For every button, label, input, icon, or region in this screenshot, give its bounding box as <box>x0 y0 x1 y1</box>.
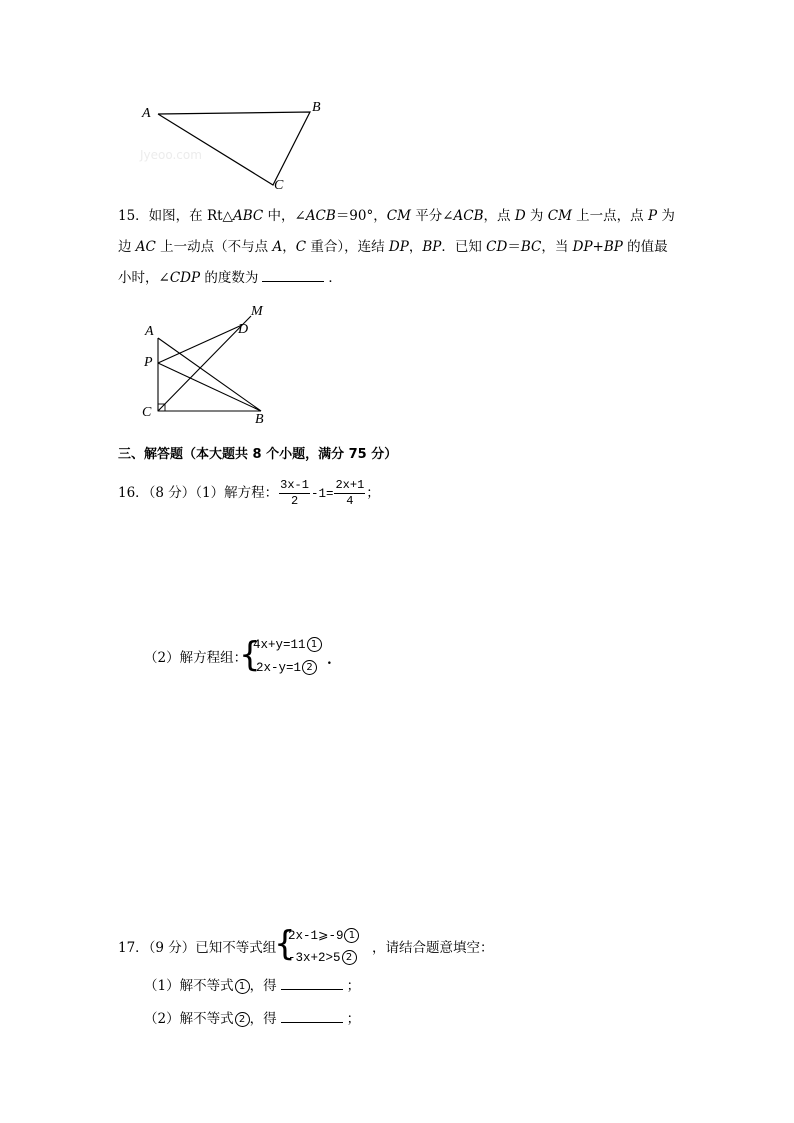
circled-1: 1 <box>235 979 250 994</box>
label-c: C <box>142 405 152 420</box>
answer-blank[interactable] <box>262 269 324 282</box>
q15-line1: 15．如图，在 Rt△ABC 中，∠ACB＝90°，CM 平分∠ACB，点 D 为 CM 上一点，点 P 为 <box>118 208 675 224</box>
figure-triangle-abc <box>140 98 340 198</box>
label-m: M <box>251 304 263 319</box>
figure-q15 <box>138 302 278 432</box>
fraction-2: $\frac{2x+1}{4}$ <box>335 478 365 508</box>
q17-part1: （1）解不等式 1 ，得 ； <box>144 978 361 994</box>
circled-2: 2 <box>235 1012 250 1027</box>
section-heading: 三、解答题（本大题共 8 个小题，满分 75 分） <box>118 447 398 462</box>
circled-2: 2 <box>342 950 357 965</box>
answer-blank-1[interactable] <box>281 977 343 990</box>
q17-part2: （2）解不等式 2 ，得 ； <box>144 1011 361 1027</box>
label-b: B <box>255 412 264 427</box>
fraction-1: $\frac{3x-1}{2}$ <box>280 478 309 508</box>
inequality-1: 2x-1⩾-9 1 <box>288 927 359 943</box>
label-b: B <box>312 100 321 115</box>
label-p: P <box>144 355 153 370</box>
label-c: C <box>274 178 284 193</box>
q15-line3: 小时，∠CDP 的度数为 ． <box>118 270 342 286</box>
label-a: A <box>145 324 154 339</box>
q16-part2-end: . <box>327 652 332 668</box>
inequality-brace: { <box>274 924 296 964</box>
watermark: Jyeoo.com <box>140 148 202 162</box>
circled-2: 2 <box>302 660 317 675</box>
q16-part2-label: （2）解方程组： <box>144 650 248 666</box>
q17-prefix: 17．（9 分）已知不等式组 <box>118 940 277 956</box>
equation-1: 4x+y=11 1 <box>253 637 322 652</box>
circled-1: 1 <box>344 928 359 943</box>
label-a: A <box>142 106 151 121</box>
q15-line2: 边 AC 上一动点（不与点 A，C 重合），连结 DP，BP．已知 CD＝BC，当 DP+BP 的值最 <box>118 239 668 255</box>
label-d: D <box>238 322 249 337</box>
circled-1: 1 <box>307 637 322 652</box>
inequality-2: -3x+2>5 2 <box>288 950 357 965</box>
answer-blank-2[interactable] <box>281 1010 343 1023</box>
q17-suffix: ，请结合题意填空： <box>372 940 494 956</box>
system-brace: { <box>239 635 261 675</box>
equation-2: 2x-y=1 2 <box>256 660 317 675</box>
q16-part1: 16．（8 分）（1）解方程： $\frac{3x-1}{2}$ -1= $\frac{2x+1}{4}$ ； <box>118 478 380 508</box>
